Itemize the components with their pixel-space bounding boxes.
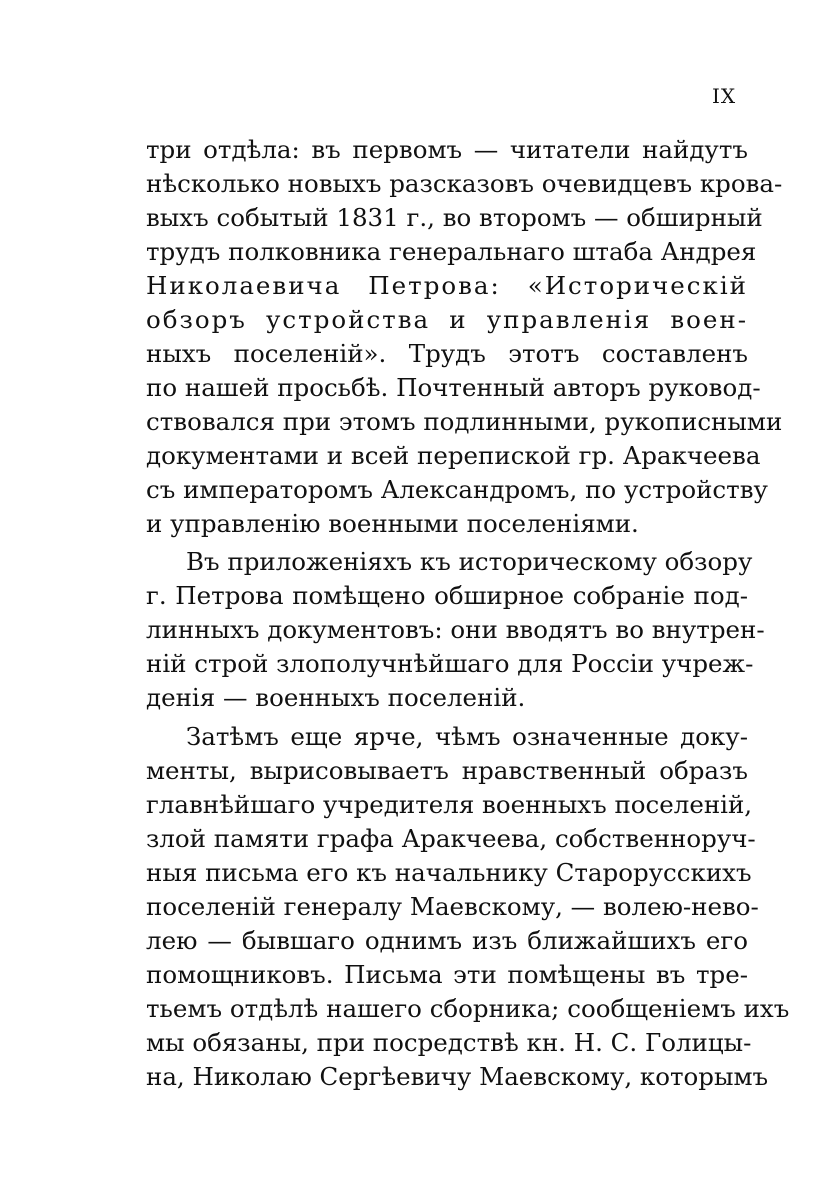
text-line: документами и всей перепиской гр. Аракчеева — [146, 441, 761, 470]
text-line: главнѣйшаго учредителя военныхъ поселеній, — [146, 790, 753, 819]
text-line: денія — военныхъ поселеній. — [146, 683, 526, 712]
text-line: трудъ полковника генеральнаго штаба Андрея — [146, 237, 757, 266]
text-line: три отдѣла: въ первомъ — читатели найдутъ — [146, 135, 748, 164]
text-line: Николаевича Петрова: «Историческій — [146, 271, 748, 300]
text-line: тьемъ отдѣлѣ нашего сборника; сообщеніемъ ихъ — [146, 994, 790, 1023]
text-line: ныя письма его къ начальнику Старорусскихъ — [146, 858, 752, 887]
text-line: г. Петрова помѣщено обширное собраніе под- — [146, 581, 748, 610]
text-line: и управленію военными поселеніями. — [146, 509, 639, 538]
text-line: лею — бывшаго однимъ изъ ближайшихъ его — [146, 926, 748, 955]
text-line: ній строй злополучнѣйшаго для Россіи учреж- — [146, 649, 754, 678]
text-line: злой памяти графа Аракчеева, собственноруч- — [146, 824, 756, 853]
text-line: нѣсколько новыхъ разсказовъ очевидцевъ крова- — [146, 169, 783, 198]
paragraph-2 — [146, 545, 765, 715]
text-line: помощниковъ. Письма эти помѣщены въ тре- — [146, 960, 748, 989]
text-line: ствовался при этомъ подлинными, рукописными — [146, 407, 783, 436]
text-line: менты, вырисовываетъ нравственный образъ — [146, 756, 748, 785]
text-line: поселеній генералу Маевскому, — волею-нево- — [146, 892, 759, 921]
text-line: по нашей просьбѣ. Почтенный авторъ руковод- — [146, 373, 761, 402]
text-line: обзоръ устройства и управленія воен- — [146, 305, 748, 334]
text-line: ныхъ поселеній». Трудъ этотъ составленъ — [146, 339, 748, 368]
text-line: на, Николаю Сергѣевичу Маевскому, которымъ — [146, 1062, 769, 1091]
text-line: Въ приложеніяхъ къ историческому обзору — [186, 547, 753, 576]
text-line: съ императоромъ Александромъ, по устройству — [146, 475, 768, 504]
text-line: выхъ событый 1831 г., во второмъ — обширный — [146, 203, 763, 232]
text-line: мы обязаны, при посредствѣ кн. Н. С. Голицы- — [146, 1028, 752, 1057]
paragraph-1 — [146, 133, 783, 541]
text-line: линныхъ документовъ: они вводятъ во внутрен- — [146, 615, 765, 644]
paragraph-3 — [146, 720, 790, 1094]
text-line: Затѣмъ еще ярче, чѣмъ означенные доку- — [186, 722, 748, 751]
page-number: IX — [712, 84, 737, 108]
